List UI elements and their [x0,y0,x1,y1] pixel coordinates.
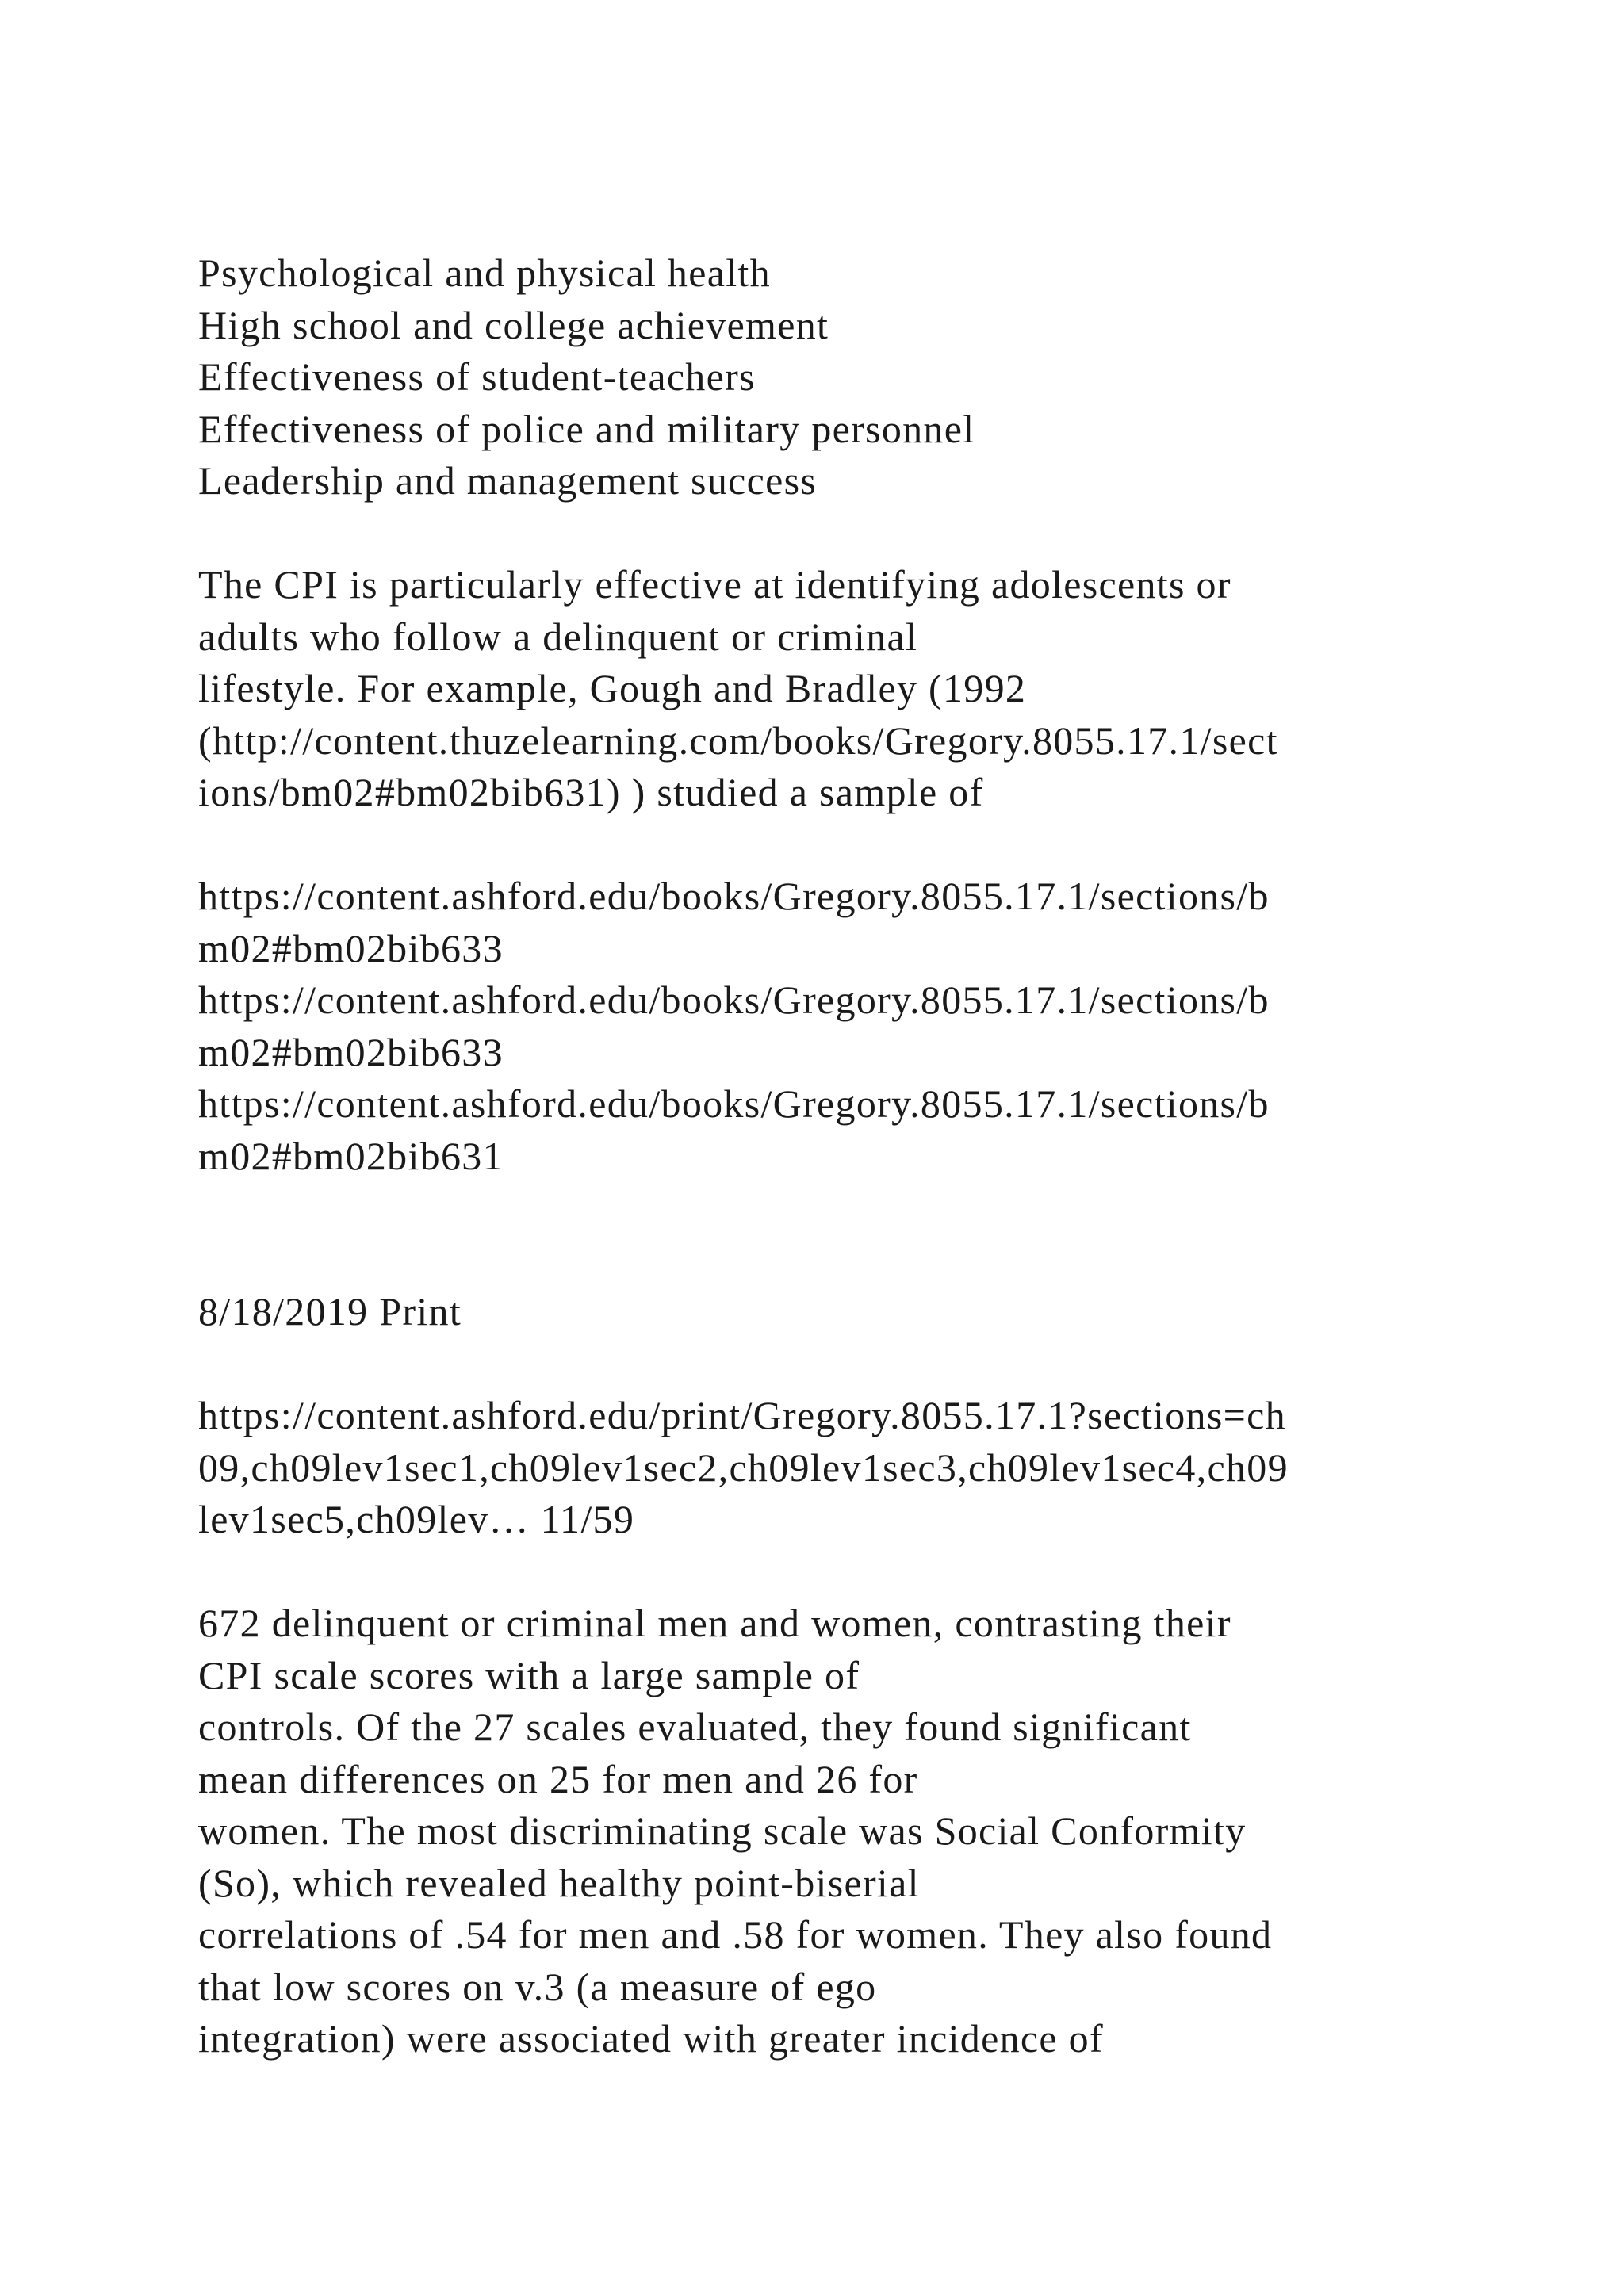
paragraph-line: that low scores on v.3 (a measure of ego [198,1964,877,2009]
paragraph-line: women. The most discriminating scale was Social Conformity [198,1808,1247,1853]
paragraph-line: mean differences on 25 for men and 26 for [198,1756,918,1801]
paragraph-line: 672 delinquent or criminal men and women, contrasting their [198,1601,1231,1645]
spacer [198,1546,1515,1598]
criteria-list [198,247,1515,507]
citation-link-line: (http://content.thuzelearning.com/books/Gregory.8055.17.1/sect [198,718,1278,763]
spacer [198,1338,1515,1391]
reference-url-line: https://content.ashford.edu/books/Gregory.8055.17.1/sections/b [198,1081,1270,1126]
document-body [198,247,1515,2065]
citation-link-line: ions/bm02#bm02bib631) ) studied a sample of [198,770,984,814]
reference-url-line: m02#bm02bib633 [198,925,504,970]
reference-url-line: m02#bm02bib631 [198,1133,504,1178]
paragraph-line: controls. Of the 27 scales evaluated, they found significant [198,1705,1192,1749]
criteria-item: Leadership and management success [198,458,818,503]
print-url-line: 09,ch09lev1sec1,ch09lev1sec2,ch09lev1sec3,ch09lev1sec4,ch09 [198,1445,1289,1490]
spacer [198,507,1515,560]
study-paragraph [198,1598,1515,2065]
paragraph-line: The CPI is particularly effective at identifying adolescents or [198,562,1231,607]
criteria-item: Effectiveness of police and military personnel [198,406,975,451]
paragraph-line: (So), which revealed healthy point-biserial [198,1860,920,1905]
print-url [198,1390,1515,1546]
criteria-item: Effectiveness of student-teachers [198,354,756,399]
criteria-item: Psychological and physical health [198,251,771,295]
reference-links [198,871,1515,1182]
paragraph-line: correlations of .54 for men and .58 for women. They also found [198,1912,1273,1957]
print-header: 8/18/2019 Print [198,1289,462,1334]
reference-url-line: m02#bm02bib633 [198,1029,504,1074]
paragraph-line: integration) were associated with greater incidence of [198,2016,1104,2061]
paragraph-line: CPI scale scores with a large sample of [198,1652,860,1697]
reference-url-line: https://content.ashford.edu/books/Gregory.8055.17.1/sections/b [198,978,1270,1022]
paragraph-line: lifestyle. For example, Gough and Bradley (1992 [198,666,1027,710]
spacer [198,1182,1515,1286]
spacer [198,819,1515,871]
print-url-line: https://content.ashford.edu/print/Gregory.8055.17.1?sections=ch [198,1393,1286,1437]
print-url-line: lev1sec5,ch09lev… 11/59 [198,1497,635,1541]
cpi-paragraph [198,559,1515,819]
reference-url-line: https://content.ashford.edu/books/Gregory.8055.17.1/sections/b [198,874,1270,918]
paragraph-line: adults who follow a delinquent or criminal [198,614,918,659]
criteria-item: High school and college achievement [198,302,829,347]
